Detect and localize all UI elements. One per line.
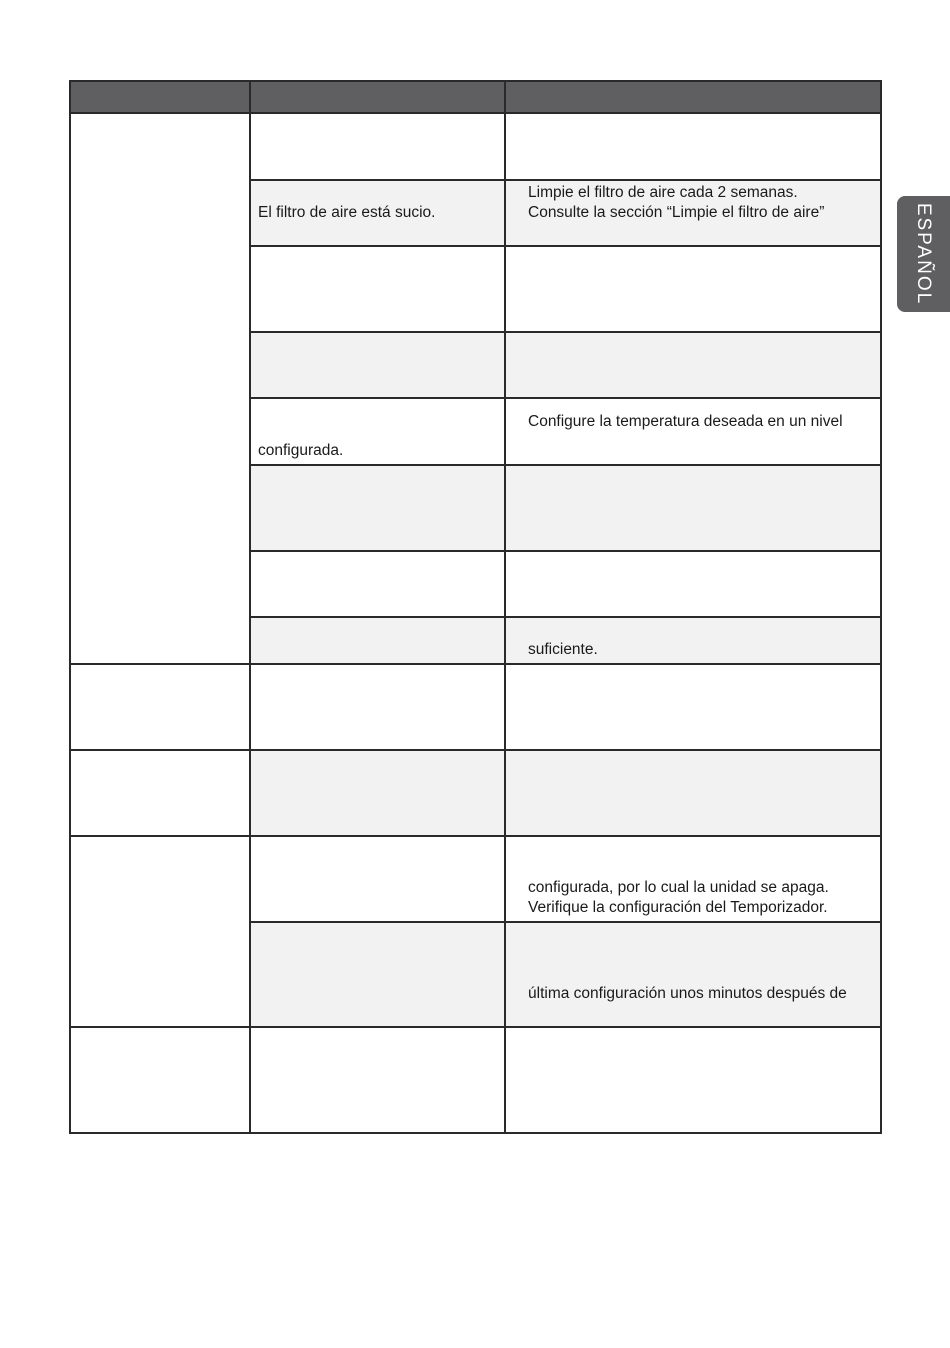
table-border — [249, 80, 251, 1134]
solution-text: configurada, por lo cual la unidad se apaga. — [528, 879, 829, 896]
table-border — [69, 663, 882, 665]
cause-text: El filtro de aire está sucio. — [258, 204, 436, 221]
table-border — [249, 616, 882, 618]
solution-text: última configuración unos minutos después de — [528, 985, 847, 1002]
table-border — [880, 80, 882, 1134]
table-border — [69, 112, 882, 114]
language-tab-label: ESPAÑOL — [913, 202, 935, 306]
solution-text: suficiente. — [528, 641, 598, 658]
table-row — [250, 465, 881, 551]
table-border — [249, 245, 882, 247]
table-border — [249, 464, 882, 466]
table-row — [250, 332, 881, 398]
table-border — [249, 550, 882, 552]
table-border — [249, 921, 882, 923]
table-border — [249, 331, 882, 333]
solution-text: Configure la temperatura deseada en un nivel — [528, 413, 843, 430]
solution-text: Consulte la sección “Limpie el filtro de aire” — [528, 204, 825, 221]
cause-text: configurada. — [258, 442, 344, 459]
table-border — [69, 80, 882, 82]
table-border — [249, 179, 882, 181]
table-border — [69, 749, 882, 751]
table-row — [250, 750, 881, 836]
solution-text: Verifique la configuración del Temporizador. — [528, 899, 828, 916]
table-header — [70, 81, 881, 113]
solution-text: Limpie el filtro de aire cada 2 semanas. — [528, 184, 798, 201]
table-border — [504, 80, 506, 1134]
table-border — [69, 1132, 882, 1134]
table-row — [250, 922, 881, 1027]
table-border — [69, 80, 71, 1134]
table-border — [249, 397, 882, 399]
table-border — [69, 1026, 882, 1028]
table-border — [69, 835, 882, 837]
